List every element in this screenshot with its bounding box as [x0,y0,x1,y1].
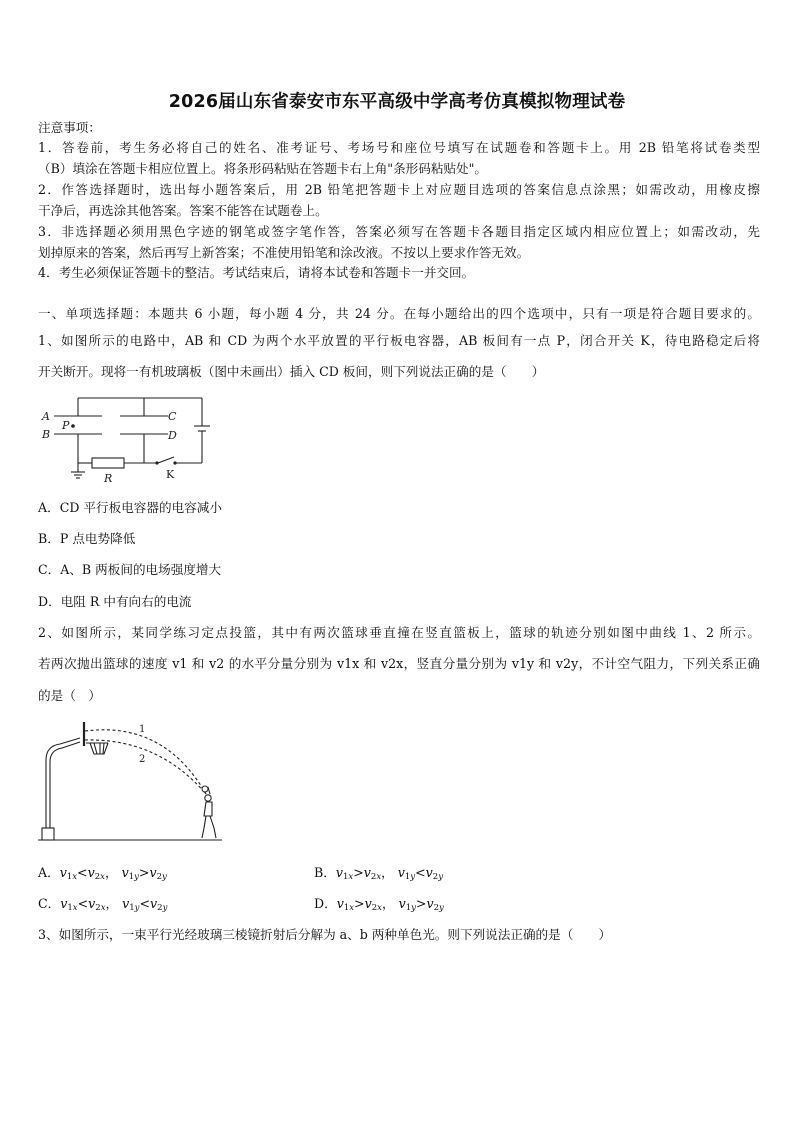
notice-line: （B）填涂在答题卡相应位置上。将条形码粘贴在答题卡右上角"条形码粘贴处"。 [38,161,488,176]
label-b: B [42,428,51,441]
question-2-option-b: B．$v_{1x}>v_{2x}$， $v_{1y}<v_{2y}$ [314,865,443,882]
circuit-diagram [36,392,226,492]
notice-line: 2．作答选择题时，选出每小题答案后，用 2B 铅笔把答题卡上对应题目选项的答案信息点涂黑；如需改动，用橡皮擦 [38,182,760,197]
curve-2-label: 2 [139,754,146,765]
question-2-option-c: C．$v_{1x}<v_{2x}$， $v_{1y}<v_{2y}$ [38,896,168,913]
question-1-stem-line: 开关断开。现将一有机玻璃板（图中未画出）插入 CD 板间，则下列说法正确的是（ ） [38,364,545,379]
notice-line: 1．答卷前，考生务必将自己的姓名、准考证号、考场号和座位号填写在试题卷和答题卡上。用 2B 铅笔将试卷类型 [38,140,760,155]
label-a: A [42,410,50,423]
question-2-stem-line: 2、如图所示，某同学练习定点投篮，其中有两次篮球垂直撞在竖直篮板上，篮球的轨迹分别如图中曲线 1、2 所示。 [38,625,760,640]
label-p: P [62,419,70,432]
question-2-stem-line: 的是（ ） [38,688,101,703]
curve-1-label: 1 [139,724,146,735]
page-title: 2026届山东省泰安市东平高级中学高考仿真模拟物理试卷 [168,92,626,112]
question-2-stem-line: 若两次抛出篮球的速度 v1 和 v2 的水平分量分别为 v1x 和 v2x，竖直分量分别为 v1y 和 v2y，不计空气阻力，下列关系正确 [38,656,760,671]
basketball-diagram [36,716,236,846]
label-k: K [166,468,175,481]
section-heading: 一、单项选择题：本题共 6 小题，每小题 4 分，共 24 分。在每小题给出的四个选项中，只有一项是符合题目要求的。 [38,306,760,321]
label-d: D [168,429,177,442]
notice-line: 3．非选择题必须用黑色字迹的钢笔或签字笔作答，答案必须写在答题卡各题目指定区域内相应位置上；如需改动，先 [38,224,760,239]
question-3-stem-line: 3、如图所示，一束平行光经玻璃三棱镜折射后分解为 a、b 两种单色光。则下列说法正确的是（ ） [38,927,612,942]
question-1-option-d: D．电阻 R 中有向右的电流 [38,594,192,609]
question-2-option-d: D．$v_{1x}>v_{2x}$， $v_{1y}>v_{2y}$ [314,896,444,913]
question-1-option-c: C．A、B 两板间的电场强度增大 [38,562,222,577]
question-2-option-a: A．$v_{1x}<v_{2x}$， $v_{1y}>v_{2y}$ [38,865,167,882]
question-1-option-a: A．CD 平行板电容器的电容减小 [38,500,222,515]
label-r: R [104,472,113,485]
notice-heading: 注意事项： [38,120,101,135]
label-c: C [168,410,177,423]
notice-line: 干净后，再选涂其他答案。答案不能答在试题卷上。 [38,203,328,218]
question-1-option-b: B．P 点电势降低 [38,531,136,546]
question-1-stem-line: 1、如图所示的电路中，AB 和 CD 为两个水平放置的平行板电容器，AB 板间有一点 P，闭合开关 K，待电路稳定后将 [38,333,760,348]
notice-line: 划掉原来的答案，然后再写上新答案；不准使用铅笔和涂改液。不按以上要求作答无效。 [38,245,530,260]
notice-line: 4．考生必须保证答题卡的整洁。考试结束后，请将本试卷和答题卡一并交回。 [38,265,475,280]
point-p-marker [71,424,75,428]
